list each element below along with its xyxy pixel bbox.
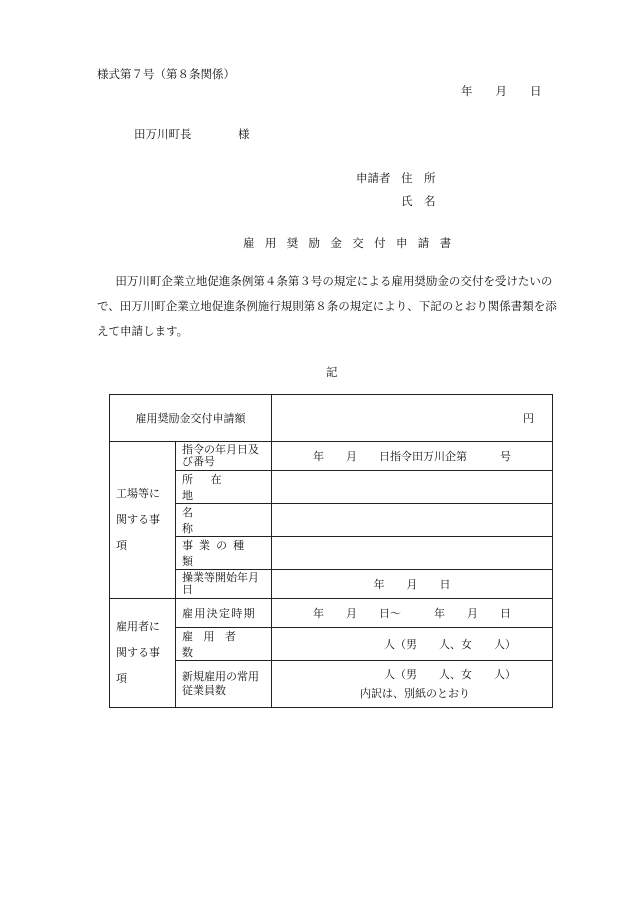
start-label: 操業等開始年月日 [176,570,272,599]
date-line: 年 月 日 [461,84,542,98]
location-value [272,471,553,504]
period-value: 年 月 日～ 年 月 日 [272,599,553,628]
yen-unit: 円 [523,412,534,425]
count-value: 人（男 人、女 人） [272,628,553,661]
new-employee-row [110,661,553,708]
document-title: 雇用奨励金交付申請書 [243,236,462,250]
new-employee-label: 新規雇用の常用従業員数 [176,661,272,708]
applicant-label: 申請者 [356,171,391,185]
name-label: 名称 [176,504,272,537]
business-label: 事業の種類 [176,537,272,570]
business-value [272,537,553,570]
new-employee-value [272,661,553,708]
period-label: 雇用決定時期 [176,599,272,628]
amount-label: 雇用奨励金交付申請額 [110,395,272,442]
breakdown-note: 内訳は、別紙のとおり [360,687,470,700]
name-row [110,504,553,537]
location-row [110,471,553,504]
ki-marker: 記 [326,365,338,379]
count-label: 雇用者数 [176,628,272,661]
start-row [110,570,553,599]
name-value [272,504,553,537]
addressee-honorific: 様 [238,127,250,141]
period-row [110,599,553,628]
new-employee-count: 人（男 人、女 人） [384,668,516,681]
business-row [110,537,553,570]
amount-value [272,395,553,442]
applicant-address-label: 住 所 [401,171,436,185]
applicant-name-label: 氏 名 [401,194,436,208]
designation-value: 年 月 日指令田万川企第 号 [272,442,553,471]
count-row [110,628,553,661]
form-number: 様式第７号（第８条関係） [97,67,235,81]
location-label: 所在地 [176,471,272,504]
start-value: 年 月 日 [272,570,553,599]
factory-group-label: 工場等に関する事項 [110,442,176,599]
addressee: 田万川町長 [134,127,192,141]
application-table [109,394,553,708]
designation-label: 指令の年月日及び番号 [176,442,272,471]
application-body: 田万川町企業立地促進条例第４条第３号の規定による雇用奨励金の交付を受けたいので、田万川町企業立地促進条例施行規則第８条の規定により、下記のとおり関係書類を添えて申請します。 [97,274,557,338]
designation-row [110,442,553,471]
amount-row [110,395,553,442]
employee-group-label: 雇用者に関する事項 [110,599,176,708]
